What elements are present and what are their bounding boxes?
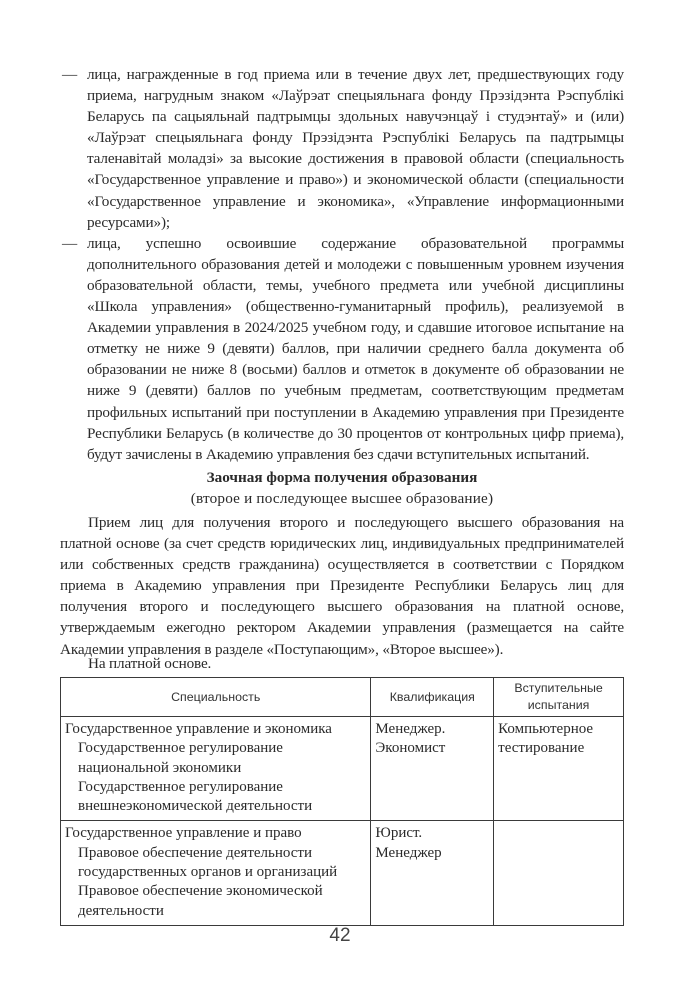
list-item: [62, 233, 624, 465]
header-exams: [494, 678, 624, 717]
header-qualification: Квалификация: [371, 678, 494, 717]
table-row: [61, 821, 624, 925]
eligibility-list: [62, 64, 624, 465]
table-caption: На платной основе.: [88, 655, 212, 672]
specialty-cell: [61, 821, 371, 925]
header-exams-text: Вступительные испытания: [514, 681, 603, 712]
specialties-table: [60, 677, 624, 926]
table-row: [61, 717, 624, 821]
sub-specialty: Государственное регулирование внешнеэкономической деятельности: [78, 778, 313, 815]
dash-marker: —: [62, 66, 78, 83]
qualification-line: Экономист: [375, 740, 446, 757]
exams-line: тестирование: [498, 740, 585, 757]
sub-specialty: Правовое обеспечение деятельности государственных органов и организаций: [78, 844, 338, 881]
body-paragraph: Прием лиц для получения второго и последующего высшего образования на платной основе (за счет средств юридических лиц, индивидуальных предпринимателей или собственных средств гражданина) осуществляется в соответствии с Порядком приема в Академию управления при Президенте Республики Беларусь лиц для получения второго и последующего высшего образования на платной основе, утверждаемым ежегодно ректором Академии управления (размещается на сайте Академии управления в разделе «Поступающим», «Второе высшее»).: [60, 514, 624, 658]
specialty-name: Государственное управление и экономика: [65, 721, 332, 737]
page-number: 42: [329, 925, 351, 946]
section-subtitle: (второе и последующее высшее образование): [190, 490, 494, 507]
exams-line: Компьютерное: [498, 721, 594, 737]
dash-marker: —: [62, 234, 78, 252]
qualification-cell: [371, 821, 494, 925]
sub-specialty: Правовое обеспечение экономической деятельности: [78, 883, 323, 919]
qualification-line: Менеджер: [375, 844, 442, 861]
table-header-row: [61, 678, 624, 717]
list-item-text: лица, успешно освоившие содержание образовательной программы дополнительного образования детей и молодежи с повышенным уровнем изучения образовательной области, темы, учебного предмета или учебной дисциплины «Школа управления» (общественно-гуманитарный профиль), реализуемой в Академии управления в 2024/2025 учебном году, и сдавшие итоговое испытание на отметку не ниже 9 (девяти) баллов, при наличии среднего балла документа об образовании не ниже 8 (восьми) баллов и отметок в документе об образовании не ниже 9 (девяти) баллов по учебным предметам, соответствующим предметам профильных испытаний при поступлении в Академию управления при Президенте Республики Беларусь (в количестве до 30 процентов от контрольных цифр приема), будут зачислены в Академию управления без сдачи вступительных испытаний.: [87, 234, 624, 463]
sub-specialty: Государственное регулирование национальной экономики: [78, 740, 283, 776]
section-title: Заочная форма получения образования: [206, 469, 478, 486]
header-specialty: Специальность: [61, 678, 371, 717]
exams-cell: [494, 717, 624, 821]
exams-cell: [494, 821, 624, 925]
specialty-name: Государственное управление и право: [65, 825, 302, 842]
list-item: [62, 64, 624, 233]
qualification-line: Юрист.: [375, 825, 423, 842]
qualification-cell: [371, 717, 494, 821]
specialty-cell: [61, 717, 371, 821]
list-item-text: лица, награжденные в год приема или в течение двух лет, предшествующих году приема, нагрудным знаком «Лаўрэат спецыяльнага фонду Прэзідэнта Рэспублікі Беларусь па сацыяльнай падтрымцы здольных навучэнцаў і студэнтаў» и (или) «Лаўрэат спецыяльнага фонду Прэзідэнта Рэспублікі Беларусь па падтрымцы таленавітай моладзі» за высокие достижения в правовой области (специальность «Государственное управление и право») и экономической области (специальности «Государственное управление и экономика», «Управление информационными ресурсами»);: [87, 66, 624, 231]
qualification-line: Менеджер.: [375, 721, 446, 737]
